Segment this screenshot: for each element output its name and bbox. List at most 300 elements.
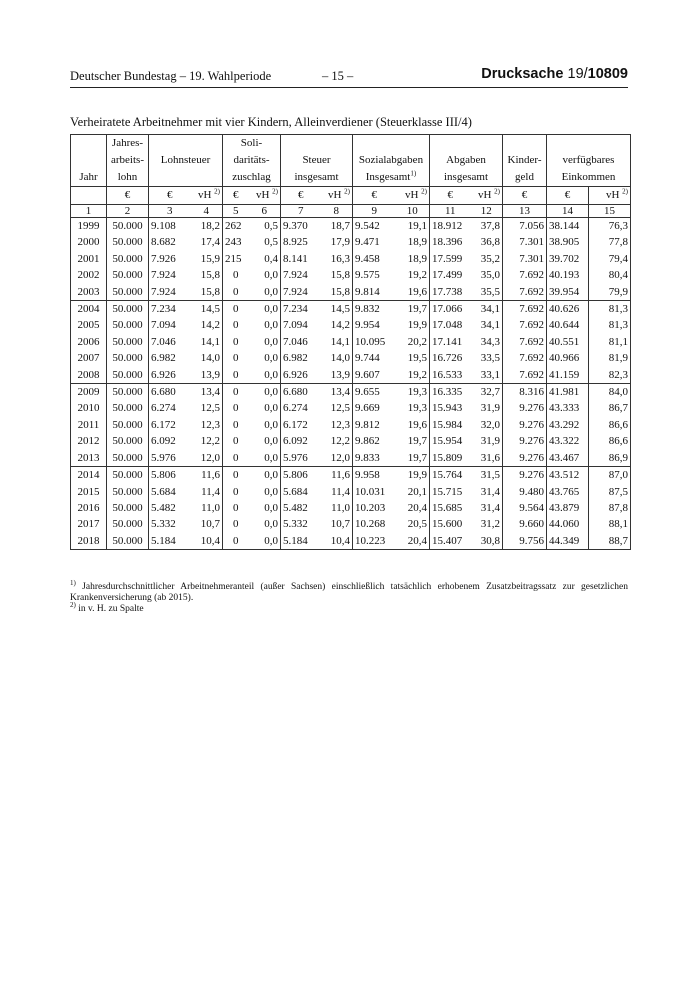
table-cell: 79,4 [589, 251, 631, 267]
table-cell: 43.322 [547, 433, 589, 449]
table-cell: 50.000 [107, 417, 149, 433]
table-cell: 2018 [71, 533, 107, 550]
table-cell: 0,4 [264, 252, 278, 265]
table-cell: 81,1 [589, 334, 631, 350]
table-cell: 12,3 [330, 418, 350, 431]
table-cell: 50.000 [107, 367, 149, 384]
head-steuer-1: Steuer [281, 152, 353, 169]
table-cell: 2016 [71, 500, 107, 516]
table-cell: 50.000 [107, 384, 149, 401]
head-jahr: Jahr [71, 169, 107, 187]
table-cell: 0,0 [264, 485, 278, 498]
table-cell: 15.954 [430, 433, 471, 449]
table-cell: 13,4 [330, 386, 350, 399]
table-cell: 9.954 [353, 317, 396, 333]
table-cell: 15.943 [430, 400, 471, 416]
income-table [70, 134, 631, 550]
table-cell: 0,0 [264, 518, 278, 531]
table-cell: 10,7 [200, 518, 220, 531]
table-cell: 7.692 [503, 317, 547, 333]
table-cell: 7.692 [503, 301, 547, 318]
table-cell: 15.685 [430, 500, 471, 516]
table-cell: 0 [223, 367, 249, 384]
table-row [71, 533, 631, 550]
table-cell: 19,1 [407, 220, 427, 232]
table-cell: 38.144 [547, 218, 589, 235]
table-cell: 6.092 [281, 433, 321, 449]
table-cell: 20,4 [407, 534, 427, 547]
unit-cell [281, 187, 321, 205]
unit-vh: vH [477, 189, 495, 201]
table-cell: 0 [223, 467, 249, 484]
table-cell: 8.141 [281, 251, 321, 267]
column-number: 12 [480, 205, 492, 217]
column-number: 14 [547, 205, 589, 218]
table-cell: 9.660 [503, 516, 547, 532]
head-verfuegbar-1: verfügbares [547, 152, 631, 169]
unit-vh: vH [605, 189, 623, 201]
table-cell: 0,5 [264, 236, 278, 249]
table-cell: 6.680 [149, 384, 191, 401]
table-cell: 7.234 [281, 301, 321, 318]
table-cell: 2001 [71, 251, 107, 267]
table-cell: 43.333 [547, 400, 589, 416]
table-cell: 8.925 [281, 234, 321, 250]
table-cell: 7.924 [281, 267, 321, 283]
table-cell: 14,1 [200, 335, 220, 348]
table-cell: 50.000 [107, 301, 149, 318]
table-cell: 15.984 [430, 417, 471, 433]
table-cell: 15,8 [330, 269, 350, 282]
table-cell: 43.467 [547, 450, 589, 467]
table-cell: 19,3 [407, 386, 427, 399]
table-cell: 35,5 [480, 285, 500, 298]
table-cell: 2012 [71, 433, 107, 449]
table-cell: 0 [223, 400, 249, 416]
table-cell: 0,0 [264, 335, 278, 348]
table-row [71, 218, 631, 235]
table-cell: 12,2 [330, 435, 350, 448]
column-number: 15 [589, 205, 631, 218]
table-cell: 17.141 [430, 334, 471, 350]
table-cell: 50.000 [107, 450, 149, 467]
table-cell: 40.193 [547, 267, 589, 283]
table-cell: 9.542 [353, 218, 396, 235]
table-body [71, 218, 631, 550]
table-cell: 14,0 [200, 352, 220, 365]
table-cell: 43.879 [547, 500, 589, 516]
table-cell: 6.274 [281, 400, 321, 416]
table-cell: 31,2 [480, 518, 500, 531]
table-cell: 19,5 [407, 352, 427, 365]
table-cell: 87,0 [589, 467, 631, 484]
table-cell: 0,0 [264, 451, 278, 464]
table-cell: 10.031 [353, 484, 396, 500]
table-cell: 50.000 [107, 484, 149, 500]
table-cell: 0 [223, 433, 249, 449]
head-abgaben-1: Abgaben [430, 152, 503, 169]
unit-cell [71, 187, 107, 205]
head-soli-3: zuschlag [223, 169, 281, 187]
table-cell: 50.000 [107, 500, 149, 516]
table-cell: 2006 [71, 334, 107, 350]
unit-cell [107, 187, 149, 205]
table-cell: 41.159 [547, 367, 589, 384]
unit-vh: vH [327, 189, 345, 201]
table-cell: 11,6 [331, 469, 350, 482]
column-number: 4 [203, 205, 209, 217]
table-cell: 5.684 [281, 484, 321, 500]
table-cell: 5.332 [149, 516, 191, 532]
table-cell: 87,8 [589, 500, 631, 516]
table-cell: 18,7 [330, 220, 350, 232]
table-cell: 9.575 [353, 267, 396, 283]
table-cell: 15,8 [330, 285, 350, 298]
unit-cell [471, 187, 503, 205]
page-header [70, 66, 628, 86]
column-number: 5 [223, 205, 249, 218]
table-cell: 7.692 [503, 267, 547, 283]
table-row [71, 400, 631, 416]
table-cell: 0 [223, 301, 249, 318]
table-cell: 0,5 [264, 220, 278, 232]
table-cell: 2008 [71, 367, 107, 384]
table-cell: 6.092 [149, 433, 191, 449]
table-cell: 77,8 [589, 234, 631, 250]
table-cell: 17.066 [430, 301, 471, 318]
table-row [71, 301, 631, 318]
table-cell: 35,2 [480, 252, 500, 265]
unit-cell [223, 187, 249, 205]
table-cell: 50.000 [107, 516, 149, 532]
table-cell: 15,8 [200, 269, 220, 282]
unit-vh: vH [255, 189, 273, 201]
table-cell: 6.982 [281, 350, 321, 366]
table-cell: 2004 [71, 301, 107, 318]
table-cell: 10.223 [353, 533, 396, 550]
table-cell: 5.976 [281, 450, 321, 467]
table-cell: 19,2 [407, 368, 427, 381]
table-cell: 17.738 [430, 284, 471, 301]
table-cell: 18,9 [407, 236, 427, 249]
table-cell: 15.600 [430, 516, 471, 532]
table-cell: 17.048 [430, 317, 471, 333]
table-cell: 11,4 [331, 485, 350, 498]
table-cell: 11,4 [201, 485, 220, 498]
table-cell: 81,3 [589, 317, 631, 333]
table-cell: 18.912 [430, 218, 471, 235]
table-cell: 2000 [71, 234, 107, 250]
table-row [71, 367, 631, 384]
table-cell: 20,1 [407, 485, 427, 498]
table-row [71, 234, 631, 250]
footnote-2 [70, 600, 628, 615]
table-cell: 50.000 [107, 533, 149, 550]
table-cell: 81,3 [589, 301, 631, 318]
table-cell: 0,0 [264, 534, 278, 547]
table-cell: 8.316 [503, 384, 547, 401]
document-id: 10809 [587, 66, 628, 82]
table-cell: 9.744 [353, 350, 396, 366]
table-cell: 80,4 [589, 267, 631, 283]
table-cell: 19,3 [407, 402, 427, 415]
table-cell: 9.832 [353, 301, 396, 318]
footnote-2-text: in v. H. zu Spalte [78, 604, 144, 614]
unit-cell [430, 187, 471, 205]
table-row [71, 334, 631, 350]
table-cell: 14,1 [330, 335, 350, 348]
table-cell: 5.332 [281, 516, 321, 532]
table-cell: 7.056 [503, 218, 547, 235]
table-cell: 16,3 [330, 252, 350, 265]
table-cell: 19,6 [407, 418, 427, 431]
table-cell: 12,2 [200, 435, 220, 448]
table-cell: 8.682 [149, 234, 191, 250]
table-caption: Verheiratete Arbeitnehmer mit vier Kindern, Alleinverdiener (Steuerklasse III/4) [70, 115, 472, 129]
table-cell: 7.094 [281, 317, 321, 333]
table-cell: 50.000 [107, 400, 149, 416]
table-cell: 7.094 [149, 317, 191, 333]
table-cell: 10,7 [330, 518, 350, 531]
unit-vh: vH [197, 189, 215, 201]
table-cell: 50.000 [107, 334, 149, 350]
table-cell: 2002 [71, 267, 107, 283]
table-cell: 1999 [71, 218, 107, 235]
unit-euro: € [124, 189, 131, 201]
table-cell: 34,1 [480, 303, 500, 316]
table-cell: 20,2 [407, 335, 427, 348]
head-lohn-3: lohn [107, 169, 149, 187]
table-cell: 0,0 [264, 319, 278, 332]
table-row [71, 317, 631, 333]
footnote-2-mark: 2) [70, 600, 76, 609]
table-cell: 5.482 [149, 500, 191, 516]
head-lohn-2: arbeits- [107, 152, 149, 169]
column-number: 1 [71, 205, 107, 218]
table-cell: 7.924 [281, 284, 321, 301]
table-cell: 10,4 [330, 534, 350, 547]
table-row [71, 251, 631, 267]
column-number: 3 [149, 205, 191, 218]
page-number: – 15 – [322, 69, 354, 83]
table-cell: 10.203 [353, 500, 396, 516]
table-cell: 12,0 [330, 451, 350, 464]
table-row [71, 467, 631, 484]
head-lohnsteuer: Lohnsteuer [149, 152, 223, 169]
table-cell: 14,5 [200, 303, 220, 316]
table-row [71, 484, 631, 500]
table-cell: 13,4 [200, 386, 220, 399]
table-cell: 13,9 [330, 368, 350, 381]
table-cell: 0 [223, 284, 249, 301]
table-cell: 0 [223, 516, 249, 532]
head-kindergeld-2: geld [503, 169, 547, 187]
footnote-1 [70, 578, 628, 604]
table-cell: 31,9 [480, 435, 500, 448]
table-cell: 50.000 [107, 218, 149, 235]
table-cell: 37,8 [480, 220, 500, 232]
table-cell: 11,0 [331, 501, 350, 514]
table-cell: 15.715 [430, 484, 471, 500]
table-cell: 5.806 [281, 467, 321, 484]
table-cell: 43.292 [547, 417, 589, 433]
table-cell: 12,0 [200, 451, 220, 464]
table-cell: 15.764 [430, 467, 471, 484]
unit-cell [249, 187, 281, 205]
table-cell: 86,6 [589, 417, 631, 433]
table-cell: 39.702 [547, 251, 589, 267]
table-cell: 9.276 [503, 467, 547, 484]
table-cell: 0 [223, 384, 249, 401]
table-cell: 0,0 [264, 269, 278, 282]
head-soli-2: daritäts- [223, 152, 281, 169]
document-number [481, 66, 628, 82]
unit-cell [503, 187, 547, 205]
table-cell: 16.533 [430, 367, 471, 384]
document-prefix: 19/ [567, 66, 588, 82]
column-number: 11 [430, 205, 471, 218]
table-cell: 88,7 [589, 533, 631, 550]
table-cell: 31,5 [480, 469, 500, 482]
table-cell: 12,5 [200, 402, 220, 415]
footnote-ref-2: 2) [421, 187, 427, 196]
footnote-ref-2: 2) [494, 187, 500, 196]
table-cell: 43.512 [547, 467, 589, 484]
table-cell: 2017 [71, 516, 107, 532]
table-cell: 7.234 [149, 301, 191, 318]
table-cell: 16.726 [430, 350, 471, 366]
head-soli-1: Soli- [223, 135, 281, 153]
table-cell: 5.806 [149, 467, 191, 484]
table-cell: 14,2 [200, 319, 220, 332]
table-row [71, 267, 631, 283]
footnote-1-text: Jahresdurchschnittlicher Arbeitnehmeranteil (außer Sachsen) einschließlich tatsächlich erhobenem Zusatzbeitragssatz zur gesetzlichen Krankenversicherung (ab 2015). [70, 582, 628, 603]
table-cell: 243 [223, 234, 249, 250]
table-cell: 7.046 [281, 334, 321, 350]
footnote-1-mark: 1) [70, 578, 76, 587]
table-cell: 9.471 [353, 234, 396, 250]
table-cell: 2003 [71, 284, 107, 301]
table-cell: 9.812 [353, 417, 396, 433]
unit-cell [547, 187, 589, 205]
table-cell: 9.108 [149, 218, 191, 235]
table-cell: 2010 [71, 400, 107, 416]
table-cell: 43.765 [547, 484, 589, 500]
table-cell: 15.809 [430, 450, 471, 467]
table-cell: 31,9 [480, 402, 500, 415]
table-cell: 40.644 [547, 317, 589, 333]
table-cell: 0 [223, 500, 249, 516]
table-cell: 9.480 [503, 484, 547, 500]
table-cell: 39.954 [547, 284, 589, 301]
footnotes [70, 578, 628, 615]
head-kindergeld-1: Kinder- [503, 152, 547, 169]
header-rule [70, 87, 628, 88]
table-cell: 6.274 [149, 400, 191, 416]
table-cell: 0,0 [264, 303, 278, 316]
table-cell: 17.499 [430, 267, 471, 283]
table-cell: 12,5 [330, 402, 350, 415]
table-cell: 9.669 [353, 400, 396, 416]
table-cell: 2009 [71, 384, 107, 401]
table-row [71, 417, 631, 433]
column-number: 6 [261, 205, 267, 217]
table-cell: 18,9 [407, 252, 427, 265]
unit-euro: € [521, 189, 528, 201]
table-cell: 0 [223, 334, 249, 350]
table-cell: 19,9 [407, 319, 427, 332]
unit-cell [321, 187, 353, 205]
table-cell: 9.833 [353, 450, 396, 467]
table-cell: 88,1 [589, 516, 631, 532]
table-cell: 17,4 [200, 236, 220, 249]
table-cell: 6.926 [281, 367, 321, 384]
table-cell: 10.268 [353, 516, 396, 532]
table-cell: 2015 [71, 484, 107, 500]
table-cell: 50.000 [107, 251, 149, 267]
unit-euro: € [564, 189, 571, 201]
head-sozial-2-text: Insgesamt [365, 171, 411, 183]
table-cell: 0 [223, 484, 249, 500]
table-cell: 84,0 [589, 384, 631, 401]
head-abgaben-2: insgesamt [430, 169, 503, 187]
table-cell: 41.981 [547, 384, 589, 401]
table-cell: 6.172 [149, 417, 191, 433]
table-cell: 36,8 [480, 236, 500, 249]
table-cell: 50.000 [107, 234, 149, 250]
footnote-ref-2: 2) [344, 187, 350, 196]
table-cell: 9.276 [503, 433, 547, 449]
table-cell: 0,0 [264, 501, 278, 514]
unit-vh: vH [404, 189, 422, 201]
table-cell: 18.396 [430, 234, 471, 250]
table-cell: 2011 [71, 417, 107, 433]
table-cell: 0 [223, 317, 249, 333]
table-cell: 86,6 [589, 433, 631, 449]
table-cell: 44.349 [547, 533, 589, 550]
table-cell: 79,9 [589, 284, 631, 301]
table-cell: 87,5 [589, 484, 631, 500]
table-row [71, 450, 631, 467]
table-cell: 13,9 [200, 368, 220, 381]
table-cell: 31,4 [480, 501, 500, 514]
head-lohn-1: Jahres- [107, 135, 149, 153]
table-cell: 6.926 [149, 367, 191, 384]
table-cell: 7.692 [503, 350, 547, 366]
column-number: 9 [353, 205, 396, 218]
table-cell: 9.276 [503, 450, 547, 467]
table-cell: 38.905 [547, 234, 589, 250]
table-cell: 15,9 [200, 252, 220, 265]
table-cell: 0 [223, 533, 249, 550]
head-verfuegbar-2: Einkommen [547, 169, 631, 187]
head-sozial-1: Sozialabgaben [353, 152, 430, 169]
table-cell: 11,0 [201, 501, 220, 514]
table-cell: 20,5 [407, 518, 427, 531]
table-cell: 7.926 [149, 251, 191, 267]
table-cell: 0,0 [264, 352, 278, 365]
unit-cell [149, 187, 191, 205]
table-cell: 2007 [71, 350, 107, 366]
table-cell: 2014 [71, 467, 107, 484]
table-cell: 50.000 [107, 433, 149, 449]
table-row [71, 516, 631, 532]
table-cell: 9.458 [353, 251, 396, 267]
table-cell: 50.000 [107, 317, 149, 333]
table-cell: 5.184 [149, 533, 191, 550]
table-cell: 9.814 [353, 284, 396, 301]
table-cell: 0 [223, 267, 249, 283]
